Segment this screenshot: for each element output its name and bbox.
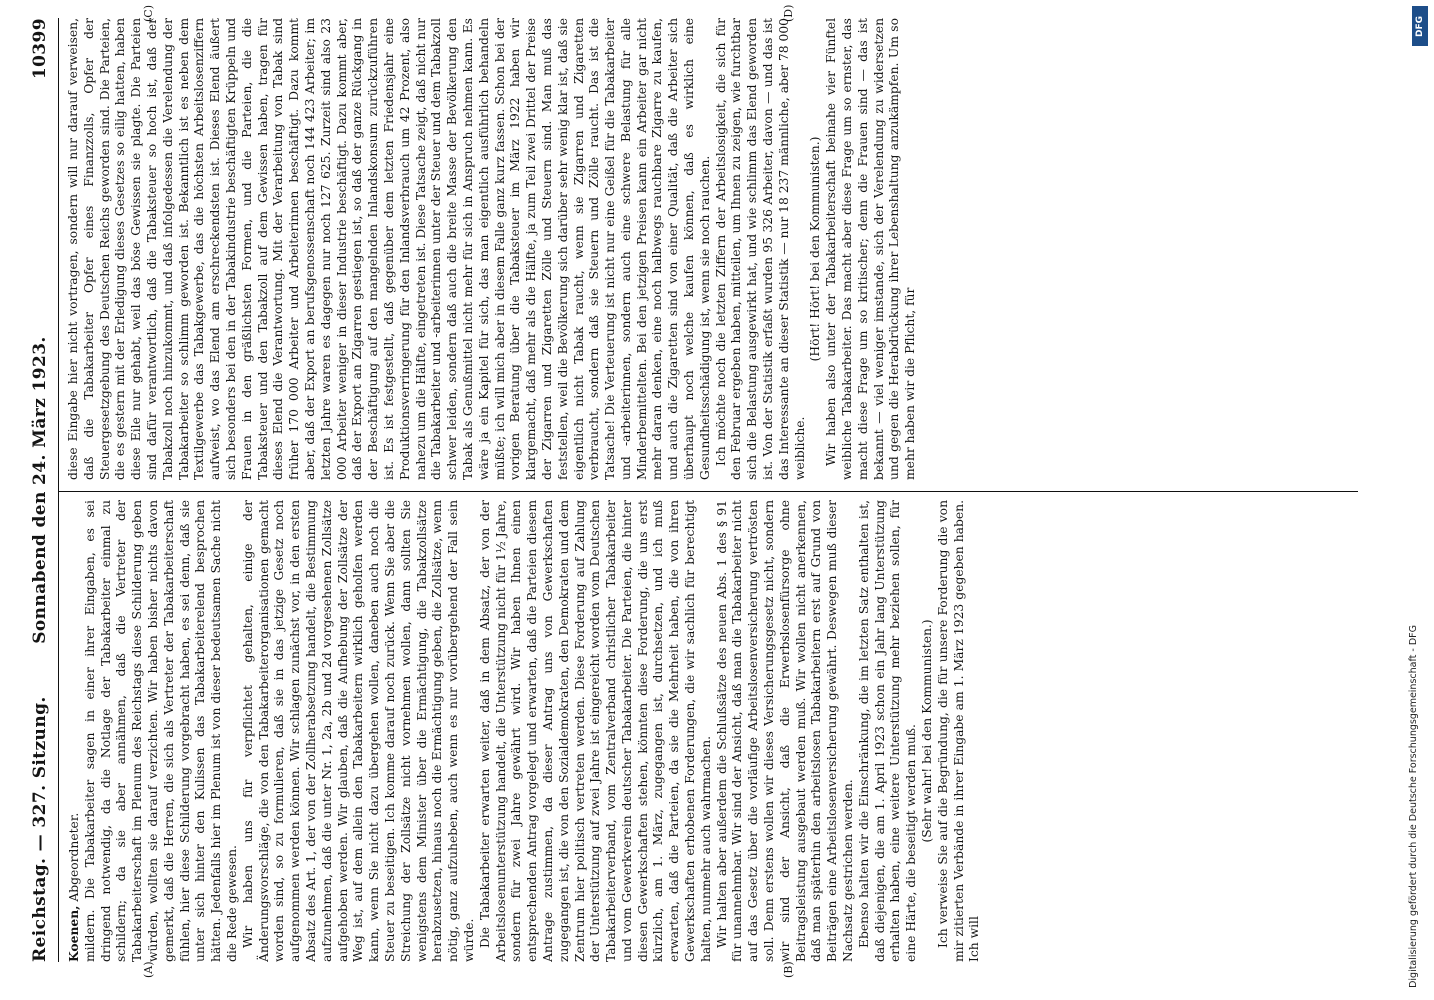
speaker-name: Koenen, xyxy=(66,905,81,962)
margin-marker-d: (D) xyxy=(782,4,795,22)
page-number: 10399 xyxy=(30,18,50,80)
dfg-logo: DFG xyxy=(1412,6,1428,46)
margin-marker-a: (A) xyxy=(142,961,155,978)
right-column xyxy=(66,18,1356,480)
interjection: (Sehr wahr! bei den Kommunisten.) xyxy=(920,619,935,843)
paragraph: Wir halten aber außerdem die Schlußsätze des neuen Abs. 1 des § 91 für unannehmbar. Wir sind der Ansicht, daß man die Tabakarbeiter nicht auf das Gesetz über die vorläufige Arbeitslosenversicherung vertrösten soll. Denn erstens wollen wir dieses Versicherungsgesetz nicht, sondern wir sind der Ansicht, daß die Erwerbslosenfürsorge ohne Beitragsleistung ausgebaut werden muß. Wir wollen nicht anerkennen, daß man späterhin den arbeitslosen Tabakarbeitern erst auf Grund von Beiträgen eine Arbeitslosenversicherung gewährt. Deswegen muß dieser Nachsatz gestrichen werden. xyxy=(714,500,856,962)
paragraph: Ebenso halten wir die Einschränkung, die im letzten Satz enthalten ist, daß diejenigen, die am 1. April 1923 schon ein Jahr lang Unterstützung erhalten haben, eine weitere Unterstützung mehr beziehen sollen, für eine Härte, die beseitigt werden muß. xyxy=(856,500,919,962)
digitization-note xyxy=(1406,4,1430,996)
digitization-text: Digitalisierung gefördert durch die Deutsche Forschungsgemeinschaft - DFG xyxy=(1408,625,1419,988)
margin-marker-c: (C) xyxy=(142,5,155,22)
speaker-line xyxy=(66,500,83,962)
page-header xyxy=(28,18,56,962)
left-column xyxy=(66,500,1356,962)
header-rule xyxy=(58,18,59,962)
margin-marker-b: (B) xyxy=(782,961,795,978)
paragraph: Die Tabakarbeiter erwarten weiter, daß in dem Absatz, der von der Arbeitslosenunterstützung handelt, die Unterstützung nicht für 1½ Jahre, sondern für zwei Jahre gewährt wird. Wir haben Ihnen einen entsprechenden Antrag vorgelegt und erwarten, daß die Parteien diesem Antrage zustimmen, da dieser Antrag uns von Gewerkschaften zugegangen ist, die von den Sozialdemokraten, den Demokraten und dem Zentrum hier politisch vertreten werden. Diese Forderung auf Zahlung der Unterstützung auf zwei Jahre ist eingereicht worden vom Deutschen Tabakarbeiterverband, vom Zentralverband christlicher Tabakarbeiter und vom Gewerkverein deutscher Tabakarbeiter. Die Parteien, die hinter diesen Gewerkschaften stehen, könnten diese Forderung, die uns erst kürzlich, am 1. März, zugegangen ist, durchsetzen, und ich muß erwarten, daß die Parteien, da sie die Mehrheit haben, die von ihren Gewerkschaften erhobenen Forderungen, die wir sachlich für berechtigt halten, nunmehr auch wahrmachen. xyxy=(477,500,713,962)
rotated-page xyxy=(22,0,1417,980)
paragraph: Wir haben also unter der Tabakarbeiterschaft beinahe vier Fünftel weibliche Tabakarbeiter. Das macht aber diese Frage um so ernster, das macht diese Frage um so kritischer; denn die Frauen sind — das ist bekannt — viel weniger imstande, sich der Verelendung zu widersetzen und gegen die Herabdrückung ihrer Lebenshaltung anzukämpfen. Um so mehr haben wir die Pflicht, für xyxy=(824,18,918,480)
paragraph: Wir haben uns für verpflichtet gehalten, einige der Änderungsvorschläge, die von den Tabakarbeiterorganisationen gemacht worden sind, so zu formulieren, daß sie in das jetzige Gesetz noch aufgenommen werden können. Wir schlagen zunächst vor, in den ersten Absatz des Art. 1, der von der Zollherabsetzung handelt, die Bestimmung aufzunehmen, daß die unter Nr. 1, 2a, 2b und 2d vorgesehenen Zollsätze aufgehoben werden. Wir glauben, daß die Aufhebung der Zollsätze der Weg ist, auf dem allein den Tabakarbeitern wirklich geholfen werden kann, wenn Sie nicht dazu übergehen wollen, daneben auch noch die Steuer zu beseitigen. Ich komme darauf noch zurück. Wenn Sie aber die Streichung der Zollsätze nicht vornehmen wollen, dann sollten Sie wenigstens dem Minister über die Ermächtigung, die Tabakzollsätze herabzusetzen, hinaus noch die Ermächtigung geben, die Zollsätze, wenn nötig, ganz aufzuheben, auch wenn es nur vorübergehend der Fall sein würde. xyxy=(240,500,476,962)
speaker-role: Abgeordneter. xyxy=(67,812,81,902)
header-date: Sonnabend den 24. März 1923. xyxy=(30,336,50,644)
column-divider xyxy=(58,491,1358,492)
paragraph: mildern. Die Tabakarbeiter sagen in einer ihrer Eingaben, es sei dringend notwendig, da die Notlage der Tabakarbeiter einmal zu schildern; da sie aber annähmen, daß die Vertreter der Tabakarbeiterschaft im Plenum des Reichstags diese Schilderung geben würden, wollten sie darauf verzichten. Wir haben bisher nichts davon gemerkt, daß die Herren, die sich als Vertreter der Tabakarbeiterschaft fühlen, hier diese Schilderung vorgebracht haben, es sei denn, daß sie unter sich hinter den Kulissen das Tabakarbeiterelend besprochen hätten. Jedenfalls hier im Plenum ist von dieser bedeutsamen Sache nicht die Rede gewesen. xyxy=(82,500,239,962)
paragraph: Ich verweise Sie auf die Begründung, die für unsere Forderung die von mir zitierten Verbände in ihrer Eingabe am 1. März 1923 gegeben haben. Ich will xyxy=(935,500,982,962)
paragraph: Ich möchte noch die letzten Ziffern der Arbeitslosigkeit, die sich für den Februar ergeben haben, mitteilen, um Ihnen zu zeigen, wie furchtbar sich die Belastung ausgewirkt hat, und wie schlimm das Elend geworden ist. Von der Statistik erfaßt wurden 95 326 Arbeiter, davon — und das ist das Interessante an dieser Statistik — nur 18 237 männliche, aber 78 000 weibliche. xyxy=(713,18,807,480)
interjection: (Hört! Hört! bei den Kommunisten.) xyxy=(808,136,823,362)
paragraph: diese Eingabe hier nicht vortragen, sondern will nur darauf verweisen, daß die Tabakarbeiter Opfer eines Finanzzolls, Opfer der Steuergesetzgebung des Deutschen Reichs geworden sind. Die Parteien, die es gestern mit der Erledigung dieses Gesetzes so eilig hatten, haben diese Eile nur gehabt, weil das böse Gewissen sie plagte. Die Parteien sind dafür verantwortlich, daß die Tabaksteuer so hoch ist, daß der Tabakzoll noch hinzukommt, und daß infolgedessen die Verelendung der Tabakarbeiter so schlimm geworden ist. Bekanntlich ist es neben dem Textilgewerbe das Tabakgewerbe, das die höchsten Arbeitslosenziffern aufweist, wo das Elend am erschreckendsten ist. Dieses Elend äußert sich besonders bei den in der Tabakindustrie beschäftigten Krüppeln und Frauen in den gräßlichsten Formen, und die Parteien, die die Tabaksteuer und den Tabakzoll auf dem Gewissen haben, tragen für dieses Elend die Verantwortung. Mit der Verarbeitung von Tabak sind früher 170 000 Arbeiter und Arbeiterinnen beschäftigt. Dazu kommt aber, daß der Export an berufsgenossenschaft noch 144 423 Arbeiter; im letzten Jahre waren es dagegen nur noch 127 625. Zurzeit sind also 23 000 Arbeiter weniger in dieser Industrie beschäftigt. Dazu kommt aber, daß der Export an Zigarren gestiegen ist, so daß der ganze Rückgang in der Beschäftigung auf den mangelnden Inlandskonsum zurückzuführen ist. Es ist festgestellt, daß gegenüber dem letzten Friedensjahr eine Produktionsverringerung für den Inlandsverbrauch um 42 Prozent, also nahezu um die Hälfte, eingetreten ist. Diese Tatsache zeigt, daß nicht nur die Tabakarbeiter und -arbeiterinnen unter der Steuer und dem Tabakzoll schwer leiden, sondern daß auch die breite Masse der Bevölkerung den Tabak als Genußmittel nicht mehr für sich in Anspruch nehmen kann. Es wäre ja ein Kapitel für sich, das man eigentlich ausführlich behandeln müßte; ich will mich aber in diesem Falle ganz kurz fassen. Schon bei der vorigen Beratung über die Tabaksteuer im März 1922 haben wir klargemacht, daß mehr als die Hälfte, ja zum Teil zwei Drittel der Preise der Zigarren und Zigaretten Zölle und Steuern sind. Man muß das feststellen, weil die Bevölkerung sich darüber sehr wenig klar ist, daß sie eigentlich nicht Tabak raucht, wenn sie Zigarren und Zigaretten verbraucht, sondern daß sie Steuern und Zölle raucht. Das ist die Tatsache! Die Verteuerung ist nicht nur eine Geißel für die Tabakarbeiter und -arbeiterinnen, sondern auch eine schwere Belastung für alle Minderbemittelten. Bei den jetzigen Preisen kann ein Arbeiter gar nicht mehr daran denken, eine noch halbwegs rauchbare Zigarre zu kaufen, und auch die Zigaretten sind von einer Qualität, daß die Arbeiter sich überhaupt noch welche kaufen können, daß es wirklich eine Gesundheitsschädigung ist, wenn sie noch rauchen. xyxy=(66,18,712,480)
header-session: Reichstag. — 327. Sitzung. xyxy=(30,696,50,962)
